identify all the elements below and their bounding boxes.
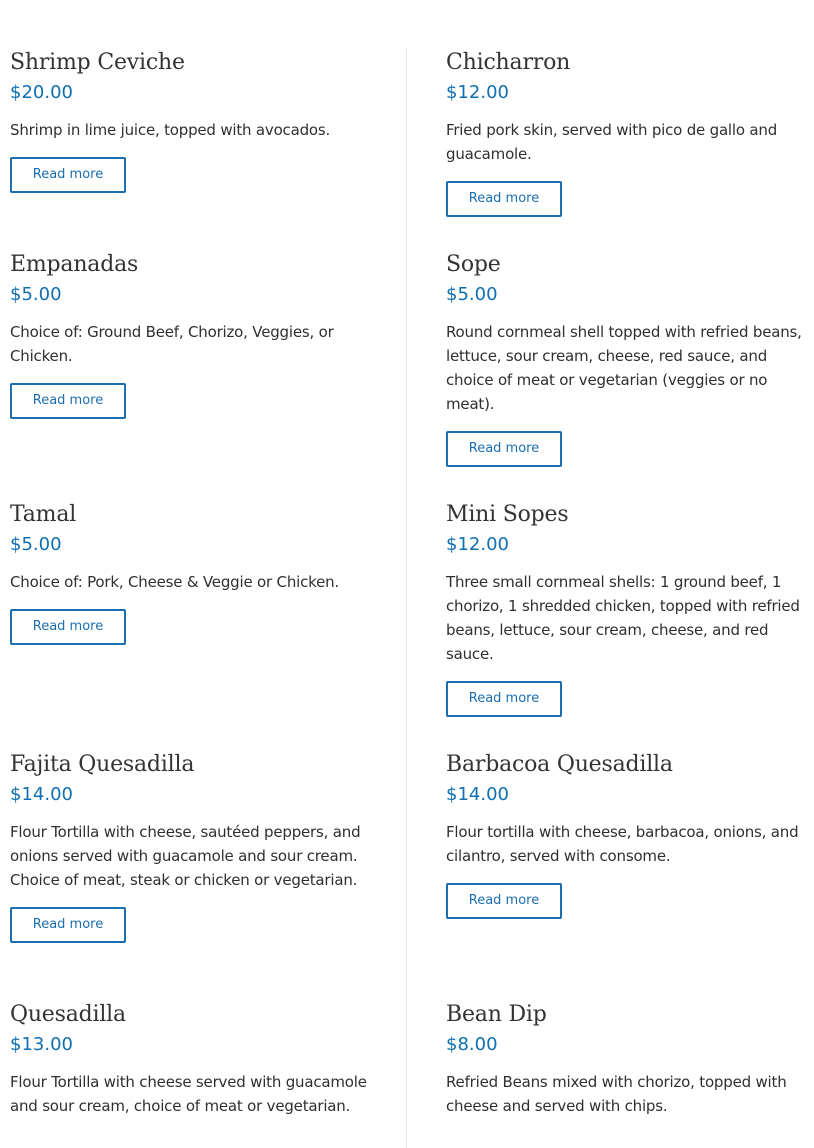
item-price: $12.00: [446, 82, 509, 103]
menu-item-fajita-quesadilla: [10, 750, 370, 943]
item-price: $14.00: [446, 784, 509, 805]
item-title: Empanadas: [10, 252, 139, 277]
menu-item-shrimp-ceviche: [10, 48, 370, 193]
read-more-button[interactable]: Read more: [10, 609, 126, 645]
read-more-button[interactable]: Read more: [446, 681, 562, 717]
item-description: Shrimp in lime juice, topped with avocados.: [10, 121, 331, 139]
read-more-button[interactable]: Read more: [10, 907, 126, 943]
item-description: Three small cornmeal shells: 1 ground beef, 1 chorizo, 1 shredded chicken, topped with refried beans, lettuce, sour cream, cheese, and red sauce.: [446, 573, 800, 663]
menu-item-tamal: [10, 500, 370, 645]
item-title: Fajita Quesadilla: [10, 752, 195, 777]
item-price: $14.00: [10, 784, 73, 805]
item-price: $20.00: [10, 82, 73, 103]
item-title: Quesadilla: [10, 1002, 126, 1027]
item-title: Mini Sopes: [446, 502, 569, 527]
item-description: Choice of: Ground Beef, Chorizo, Veggies, or Chicken.: [10, 323, 334, 365]
read-more-button[interactable]: Read more: [10, 157, 126, 193]
item-description: Flour Tortilla with cheese served with guacamole and sour cream, choice of meat or vegetarian.: [10, 1073, 367, 1115]
item-price: $5.00: [446, 284, 498, 305]
item-price: $12.00: [446, 534, 509, 555]
column-divider: [406, 48, 407, 1148]
read-more-button[interactable]: Read more: [446, 431, 562, 467]
menu-item-chicharron: [446, 48, 808, 217]
menu-item-mini-sopes: [446, 500, 808, 717]
menu-item-sope: [446, 250, 808, 467]
item-price: $8.00: [446, 1034, 498, 1055]
item-price: $5.00: [10, 284, 62, 305]
item-title: Sope: [446, 252, 501, 277]
item-description: Choice of: Pork, Cheese & Veggie or Chicken.: [10, 573, 340, 591]
item-description: Flour tortilla with cheese, barbacoa, onions, and cilantro, served with consome.: [446, 823, 799, 865]
item-price: $13.00: [10, 1034, 73, 1055]
read-more-button[interactable]: Read more: [446, 883, 562, 919]
item-title: Chicharron: [446, 50, 571, 75]
item-description: Round cornmeal shell topped with refried beans, lettuce, sour cream, cheese, red sauce, and choice of meat or vegetarian (veggies or no meat).: [446, 323, 802, 413]
item-title: Bean Dip: [446, 1002, 547, 1027]
item-title: Barbacoa Quesadilla: [446, 752, 673, 777]
item-description: Refried Beans mixed with chorizo, topped with cheese and served with chips.: [446, 1073, 787, 1115]
item-title: Shrimp Ceviche: [10, 50, 185, 75]
menu-item-bean-dip: [446, 1000, 808, 1118]
read-more-button[interactable]: Read more: [10, 383, 126, 419]
read-more-button[interactable]: Read more: [446, 181, 562, 217]
menu-item-quesadilla: [10, 1000, 370, 1118]
item-title: Tamal: [10, 502, 77, 527]
menu-item-barbacoa-quesadilla: [446, 750, 808, 919]
item-description: Flour Tortilla with cheese, sautéed peppers, and onions served with guacamole and sour cream. Choice of meat, steak or chicken or vegetarian.: [10, 823, 361, 889]
menu-item-empanadas: [10, 250, 370, 419]
item-price: $5.00: [10, 534, 62, 555]
item-description: Fried pork skin, served with pico de gallo and guacamole.: [446, 121, 778, 163]
